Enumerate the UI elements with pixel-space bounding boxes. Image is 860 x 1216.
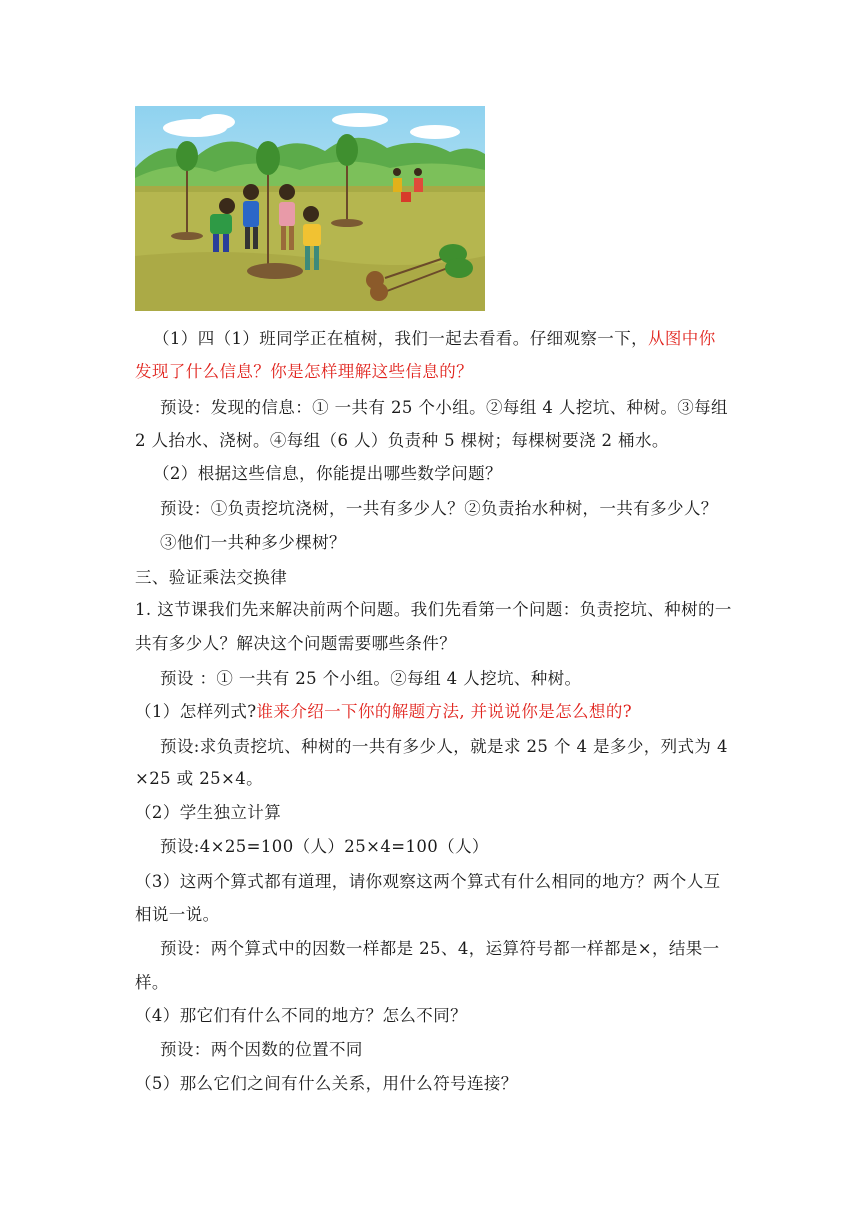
tree-planting-illustration [135, 106, 485, 311]
preset-calculation: 预设:4×25=100（人）25×4=100（人） [160, 837, 489, 856]
section-heading: 三、验证乘法交换律 [135, 568, 288, 587]
paragraph-1-line-1: 1. 这节课我们先来解决前两个问题。我们先看第一个问题：负责挖坑、种树的一 [135, 600, 732, 619]
question-2-text: （2）根据这些信息，你能提出哪些数学问题？ [153, 464, 502, 483]
paragraph-1-line-2: 共有多少人？解决这个问题需要哪些条件？ [135, 634, 457, 653]
step-1-highlight: 谁来介绍一下你的解题方法, 并说说你是怎么想的? [256, 702, 632, 721]
preset-info-line-2: 2 人抬水、浇树。④每组（6 人）负责种 5 棵树；每棵树要浇 2 桶水。 [135, 431, 669, 450]
step-2-label: （2）学生独立计算 [135, 803, 282, 822]
step-3-line-2: 相说一说。 [135, 905, 220, 924]
step-4-label: （4）那它们有什么不同的地方？怎么不同？ [135, 1006, 467, 1025]
step-5-label: （5）那么它们之间有什么关系，用什么符号连接？ [135, 1074, 518, 1093]
step-3-line-1: （3）这两个算式都有道理，请你观察这两个算式有什么相同的地方？两个人互 [135, 872, 721, 891]
preset-questions-line-2: ③他们一共种多少棵树？ [160, 533, 346, 552]
preset-same-line-2: 样。 [135, 973, 169, 992]
question-1-highlight-cont: 发现了什么信息？你是怎样理解这些信息的？ [135, 362, 473, 381]
preset-conditions: 预设 ：① 一共有 25 个小组。②每组 4 人挖坑、种树。 [160, 669, 582, 688]
question-1-highlight: 从图中你 [648, 329, 716, 348]
preset-info-line-1: 预设：发现的信息：① 一共有 25 个小组。②每组 4 人挖坑、种树。③每组 [160, 398, 728, 417]
question-1-text: （1）四（1）班同学正在植树，我们一起去看看。仔细观察一下， [153, 329, 648, 348]
preset-formula-line-2: ×25 或 25×4。 [135, 769, 264, 788]
preset-formula-line-1: 预设:求负责挖坑、种树的一共有多少人，就是求 25 个 4 是多少，列式为 4 [160, 737, 728, 756]
preset-difference: 预设：两个因数的位置不同 [160, 1040, 363, 1059]
step-1-label: （1）怎样列式? [135, 702, 257, 721]
preset-questions-line-1: 预设：①负责挖坑浇树，一共有多少人？②负责抬水种树，一共有多少人？ [160, 499, 718, 518]
step-1-line [135, 700, 632, 724]
preset-same-line-1: 预设：两个算式中的因数一样都是 25、4，运算符号都一样都是×，结果一 [160, 939, 720, 958]
text-line [153, 327, 716, 351]
